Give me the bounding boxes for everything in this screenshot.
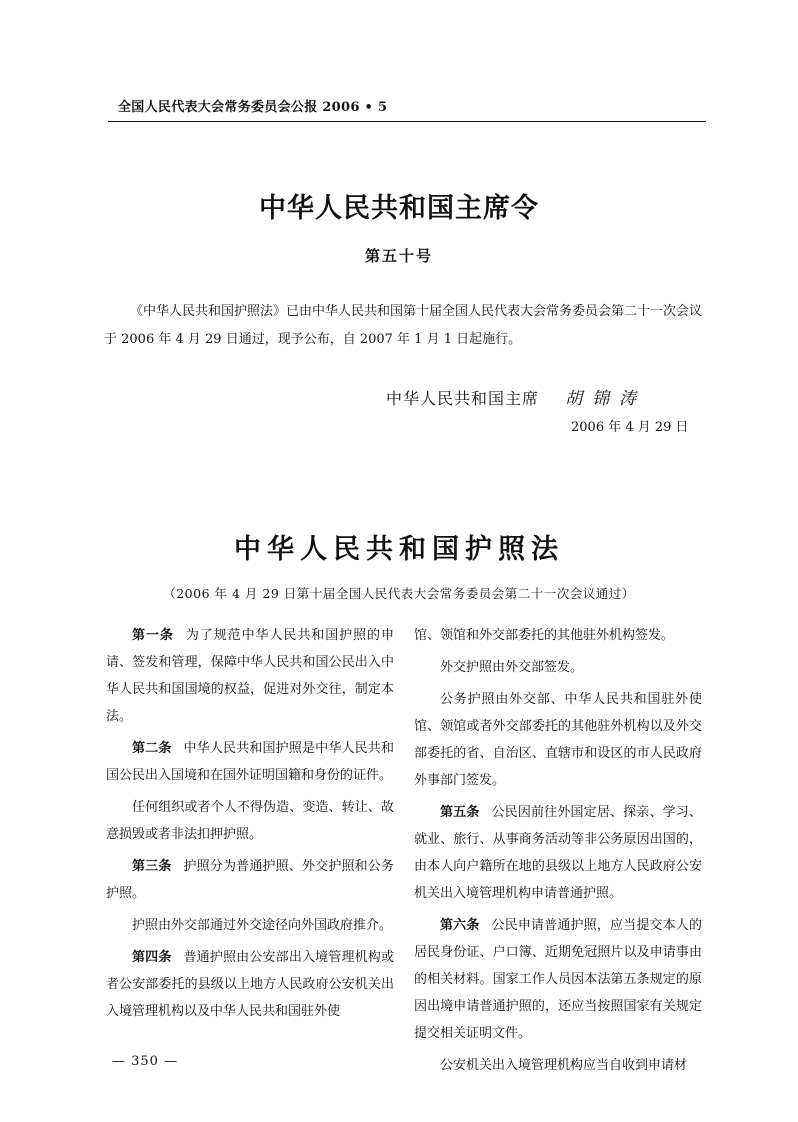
article-paragraph [414,912,702,1047]
article-paragraph [106,944,394,1025]
article-paragraph [106,622,394,730]
article-label: 第一条 [132,628,174,643]
article-label: 第六条 [440,918,480,933]
article-text: 普通护照由公安部出入境管理机构或者公安部委托的县级以上地方人民政府公安机关出入境管理机构以及中华人民共和国驻外使 [106,950,394,1019]
page-number: — 350 — [112,1054,179,1069]
signer-signature: 胡锦涛 [565,389,647,409]
article-label: 第五条 [440,805,480,820]
header-rule [108,121,706,122]
article-text: 公民因前往外国定居、探亲、学习、就业、旅行、从事商务活动等非公务原因出国的，由本人向户籍所在地的县级以上地方人民政府公安机关出入境管理机构申请普通护照。 [414,805,702,901]
article-paragraph [414,686,702,794]
article-label: 第四条 [132,950,172,965]
article-paragraph [106,912,394,939]
article-text: 护照由外交部通过外交途径向外国政府推介。 [132,918,393,933]
article-text: 中华人民共和国护照是中华人民共和国公民出入国境和在国外证明国籍和身份的证件。 [106,741,394,783]
running-header: 全国人民代表大会常务委员会公报 2006 • 5 [118,100,388,115]
article-paragraph [414,622,702,649]
law-subtitle: （2006 年 4 月 29 日第十届全国人民代表大会常务委员会第二十一次会议通过） [163,586,635,601]
law-title: 中华人民共和国护照法 [234,534,564,565]
article-paragraph [106,853,394,907]
order-title: 中华人民共和国主席令 [259,193,539,224]
signer-title: 中华人民共和国主席 [386,389,540,408]
signer-line [386,384,646,409]
order-date: 2006 年 4 月 29 日 [571,420,689,435]
article-paragraph [414,654,702,681]
article-text: 公民申请普通护照，应当提交本人的居民身份证、户口簿、近期免冠照片以及申请事由的相关材料。国家工作人员因本法第五条规定的原因出境申请普通护照的，还应当按照国家有关规定提交相关证明文件。 [414,918,702,1041]
article-text: 护照分为普通护照、外交护照和公务护照。 [106,859,394,901]
article-text: 公务护照由外交部、中华人民共和国驻外使馆、领馆或者外交部委托的其他驻外机构以及外交部委托的省、自治区、直辖市和设区的市人民政府外事部门签发。 [414,692,702,788]
article-text: 任何组织或者个人不得伪造、变造、转让、故意损毁或者非法扣押护照。 [106,800,394,842]
article-paragraph [106,735,394,789]
article-paragraph [414,1052,702,1079]
right-column [414,622,702,1084]
order-number: 第五十号 [364,247,433,265]
article-text: 外交护照由外交部签发。 [440,660,584,675]
article-text: 公安机关出入境管理机构应当自收到申请材 [440,1058,688,1073]
article-label: 第二条 [132,741,172,756]
order-body: 《中华人民共和国护照法》已由中华人民共和国第十届全国人民代表大会常务委员会第二十一次会议于 2006 年 4 月 29 日通过，现予公布，自 2007 年 1 月 1 日起施行。 [104,304,703,347]
article-text: 为了规范中华人民共和国护照的申请、签发和管理，保障中华人民共和国公民出入中华人民共和国国境的权益，促进对外交往，制定本法。 [106,628,394,724]
article-paragraph [414,799,702,907]
left-column [106,622,394,1030]
article-paragraph [106,794,394,848]
article-label: 第三条 [132,859,172,874]
article-text: 馆、领馆和外交部委托的其他驻外机构签发。 [414,628,675,643]
